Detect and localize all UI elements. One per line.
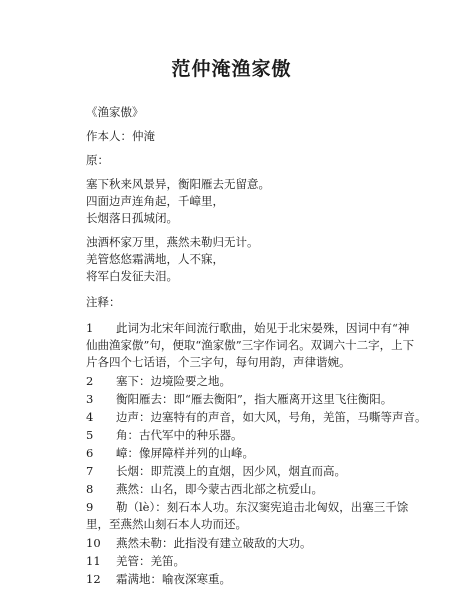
author-line: 作本人：仲淹 xyxy=(86,129,155,143)
note-item xyxy=(86,320,409,336)
poem-line: 浊酒杯家万里，燕然未勒归无计。 xyxy=(86,235,259,249)
note-item xyxy=(86,445,254,461)
note-continuation: 里，至燕然山刻石本人功而还。 xyxy=(86,517,247,531)
note-number: 1 xyxy=(86,321,94,335)
note-item xyxy=(86,391,392,407)
note-number: 10 xyxy=(86,536,101,550)
note-number: 8 xyxy=(86,482,94,496)
note-text: 衡阳雁去：即“雁去衡阳”，指大雁离开这里飞往衡阳。 xyxy=(116,392,393,406)
note-number: 9 xyxy=(86,500,94,514)
note-number: 5 xyxy=(86,428,94,442)
note-text: 羌管：羌笛。 xyxy=(116,554,185,568)
poem-line: 塞下秋来风景异，衡阳雁去无留意。 xyxy=(86,177,270,191)
note-number: 2 xyxy=(86,374,94,388)
note-text: 嶂：像屏障样并列的山峰。 xyxy=(116,446,254,460)
note-text: 角：古代军中的种乐器。 xyxy=(116,428,243,442)
note-item xyxy=(86,373,231,389)
note-item xyxy=(86,463,346,479)
original-label: 原： xyxy=(86,153,109,167)
notes-label: 注释： xyxy=(86,295,121,309)
note-text: 燕然：山名，即今蒙古西北部之杭爱山。 xyxy=(116,482,323,496)
poem-line: 长烟落日孤城闭。 xyxy=(86,211,178,225)
note-item xyxy=(86,571,231,587)
note-number: 11 xyxy=(86,554,101,568)
poem-subtitle: 《渔家傲》 xyxy=(86,105,144,119)
note-continuation: 仙曲渔家傲”句，便取“渔家傲”三字作词名。双调六十二字，上下 xyxy=(86,338,415,352)
poem-line: 将军白发征夫泪。 xyxy=(86,269,178,283)
note-text: 塞下：边境险要之地。 xyxy=(116,374,231,388)
note-text: 勒（lè）：刻石本人功。东汉窦宪追击北匈奴，出塞三千馀 xyxy=(116,500,409,514)
note-item xyxy=(86,427,243,443)
note-item xyxy=(86,535,312,551)
poem-line: 羌管悠悠霜满地，人不寐， xyxy=(86,252,224,266)
note-item xyxy=(86,499,408,515)
note-number: 4 xyxy=(86,410,94,424)
note-item xyxy=(86,409,427,425)
note-text: 燕然未勒：此指没有建立破敌的大功。 xyxy=(116,536,312,550)
note-text: 霜满地：喻夜深寒重。 xyxy=(116,572,231,586)
note-text: 边声：边塞特有的声音，如大风，号角，羌笛，马嘶等声音。 xyxy=(116,410,427,424)
note-item xyxy=(86,553,185,569)
note-number: 7 xyxy=(86,464,94,478)
page-title: 范仲淹渔家傲 xyxy=(171,58,292,80)
note-number: 12 xyxy=(86,572,101,586)
note-number: 3 xyxy=(86,392,94,406)
poem-line: 四面边声连角起，千嶂里， xyxy=(86,194,224,208)
note-number: 6 xyxy=(86,446,94,460)
note-text: 长烟：即荒漠上的直烟，因少风，烟直而高。 xyxy=(116,464,346,478)
note-continuation: 片各四个七话语，个三字句，每句用韵，声律谐婉。 xyxy=(86,355,351,369)
note-item xyxy=(86,481,323,497)
note-text: 此词为北宋年间流行歌曲，始见于北宋晏殊，因词中有“神 xyxy=(116,321,410,335)
